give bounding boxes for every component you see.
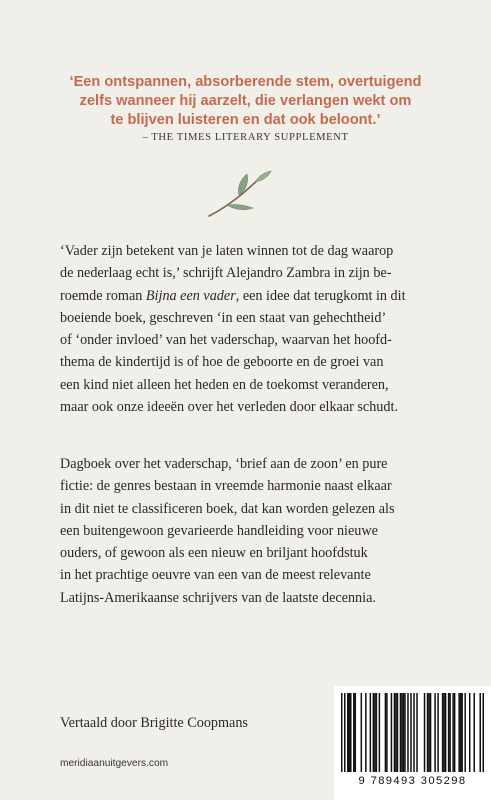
description-line: Latijns-Amerikaanse schrijvers van de laatste decennia. [60, 589, 376, 606]
barcode-bar [443, 693, 445, 772]
barcode-bar [370, 693, 372, 772]
quote-line: zelfs wanneer hij aarzelt, die verlangen wekt om [79, 93, 412, 109]
barcode-bar [448, 693, 450, 772]
description-line: in het prachtige oeuvre van een van de meest relevante [60, 567, 371, 584]
quote-attribution: – THE TIMES LITERARY SUPPLEMENT [142, 132, 349, 143]
publisher-website: meridiaanuitgevers.com [60, 758, 169, 769]
isbn-barcode [334, 686, 491, 800]
barcode-bar [341, 693, 343, 772]
barcode-bar [430, 693, 432, 772]
barcode-bar [355, 693, 357, 772]
leaf-sprig-icon [205, 168, 275, 220]
barcode-bar [344, 693, 346, 772]
description-line: maar ook onze ideeën over het verleden door elkaar schudt. [60, 399, 398, 416]
description-line: of ‘onder invloed’ van het vaderschap, waarvan het hoofd- [60, 332, 392, 349]
quote-line: ‘Een ontspannen, absorberende stem, overtuigend [69, 74, 422, 90]
barcode-bar [445, 693, 447, 772]
description-paragraph-2 [60, 453, 440, 609]
barcode-bar [401, 693, 403, 772]
barcode-bar [427, 693, 429, 772]
description-line: ouders, of gewoon als een nieuw en briljant hoofdstuk [60, 545, 368, 562]
barcode-bar [413, 693, 415, 772]
barcode-bar [353, 693, 355, 772]
description-line: een kind niet alleen het heden en de toekomst veranderen, [60, 376, 389, 393]
barcode-bar [416, 693, 418, 772]
barcode-bar [464, 693, 466, 772]
description-line: een buitengewoon gevarieerde handleiding voor nieuwe [60, 522, 378, 539]
barcode-bar [394, 693, 396, 772]
barcode-bars [341, 693, 484, 772]
barcode-bar [424, 693, 426, 772]
description-line: in dit niet te classificeren boek, dat kan worden gelezen als [60, 500, 395, 517]
description-line: Dagboek over het vaderschap, ‘brief aan de zoon’ en pure [60, 456, 388, 472]
barcode-bar [434, 693, 436, 772]
translator-credit: Vertaald door Brigitte Coopmans [60, 715, 248, 731]
description-line: fictie: de genres bestaan in vreemde harmonie naast elkaar [60, 478, 392, 495]
barcode-bar [379, 693, 381, 772]
barcode-bar [449, 693, 451, 772]
description-paragraph-1 [60, 240, 440, 418]
barcode-bar [458, 693, 460, 772]
barcode-bar [460, 693, 462, 772]
book-title-italic: Bijna een vader [145, 287, 236, 304]
barcode-bar [391, 693, 393, 772]
barcode-bar [400, 693, 402, 772]
barcode-bar [410, 693, 412, 772]
barcode-bar [403, 693, 405, 772]
description-line [60, 285, 440, 307]
barcode-bar [350, 693, 352, 772]
barcode-bar [437, 693, 439, 772]
barcode-bar [361, 693, 363, 772]
barcode-bar [373, 693, 375, 772]
barcode-bar [349, 693, 351, 772]
barcode-bar [386, 693, 388, 772]
barcode-bar [442, 693, 444, 772]
description-line: thema de kindertijd is of hoe de geboorte en de groei van [60, 354, 384, 371]
barcode-bar [404, 693, 406, 772]
barcode-bar [479, 693, 481, 772]
quote-line: te blijven luisteren en dat ook beloont.’ [110, 112, 381, 128]
barcode-bar [461, 693, 463, 772]
text-run: , een idee dat terugkomt in dit [235, 287, 406, 304]
barcode-bar [454, 693, 456, 772]
barcode-bar [365, 693, 367, 772]
barcode-bar [395, 693, 397, 772]
review-quote [40, 73, 451, 130]
barcode-bar [397, 693, 399, 772]
barcode-bar [374, 693, 376, 772]
barcode-bar [347, 693, 349, 772]
text-run: roemde roman [60, 287, 146, 304]
barcode-bar [428, 693, 430, 772]
barcode-number: 9 789493 305298 [358, 775, 467, 787]
description-line: de nederlaag echt is,’ schrijft Alejandro Zambra in zijn be- [60, 265, 392, 282]
barcode-bar [469, 693, 471, 772]
barcode-bar [473, 693, 475, 772]
description-line: ‘Vader zijn betekent van je laten winnen tot de dag waarop [60, 243, 394, 259]
barcode-bar [376, 693, 378, 772]
barcode-bar [385, 693, 387, 772]
barcode-bar [407, 693, 409, 772]
barcode-bar [482, 693, 484, 772]
barcode-bar [452, 693, 454, 772]
description-line: boeiende boek, geschreven ‘in een staat van gehechtheid’ [60, 309, 387, 326]
